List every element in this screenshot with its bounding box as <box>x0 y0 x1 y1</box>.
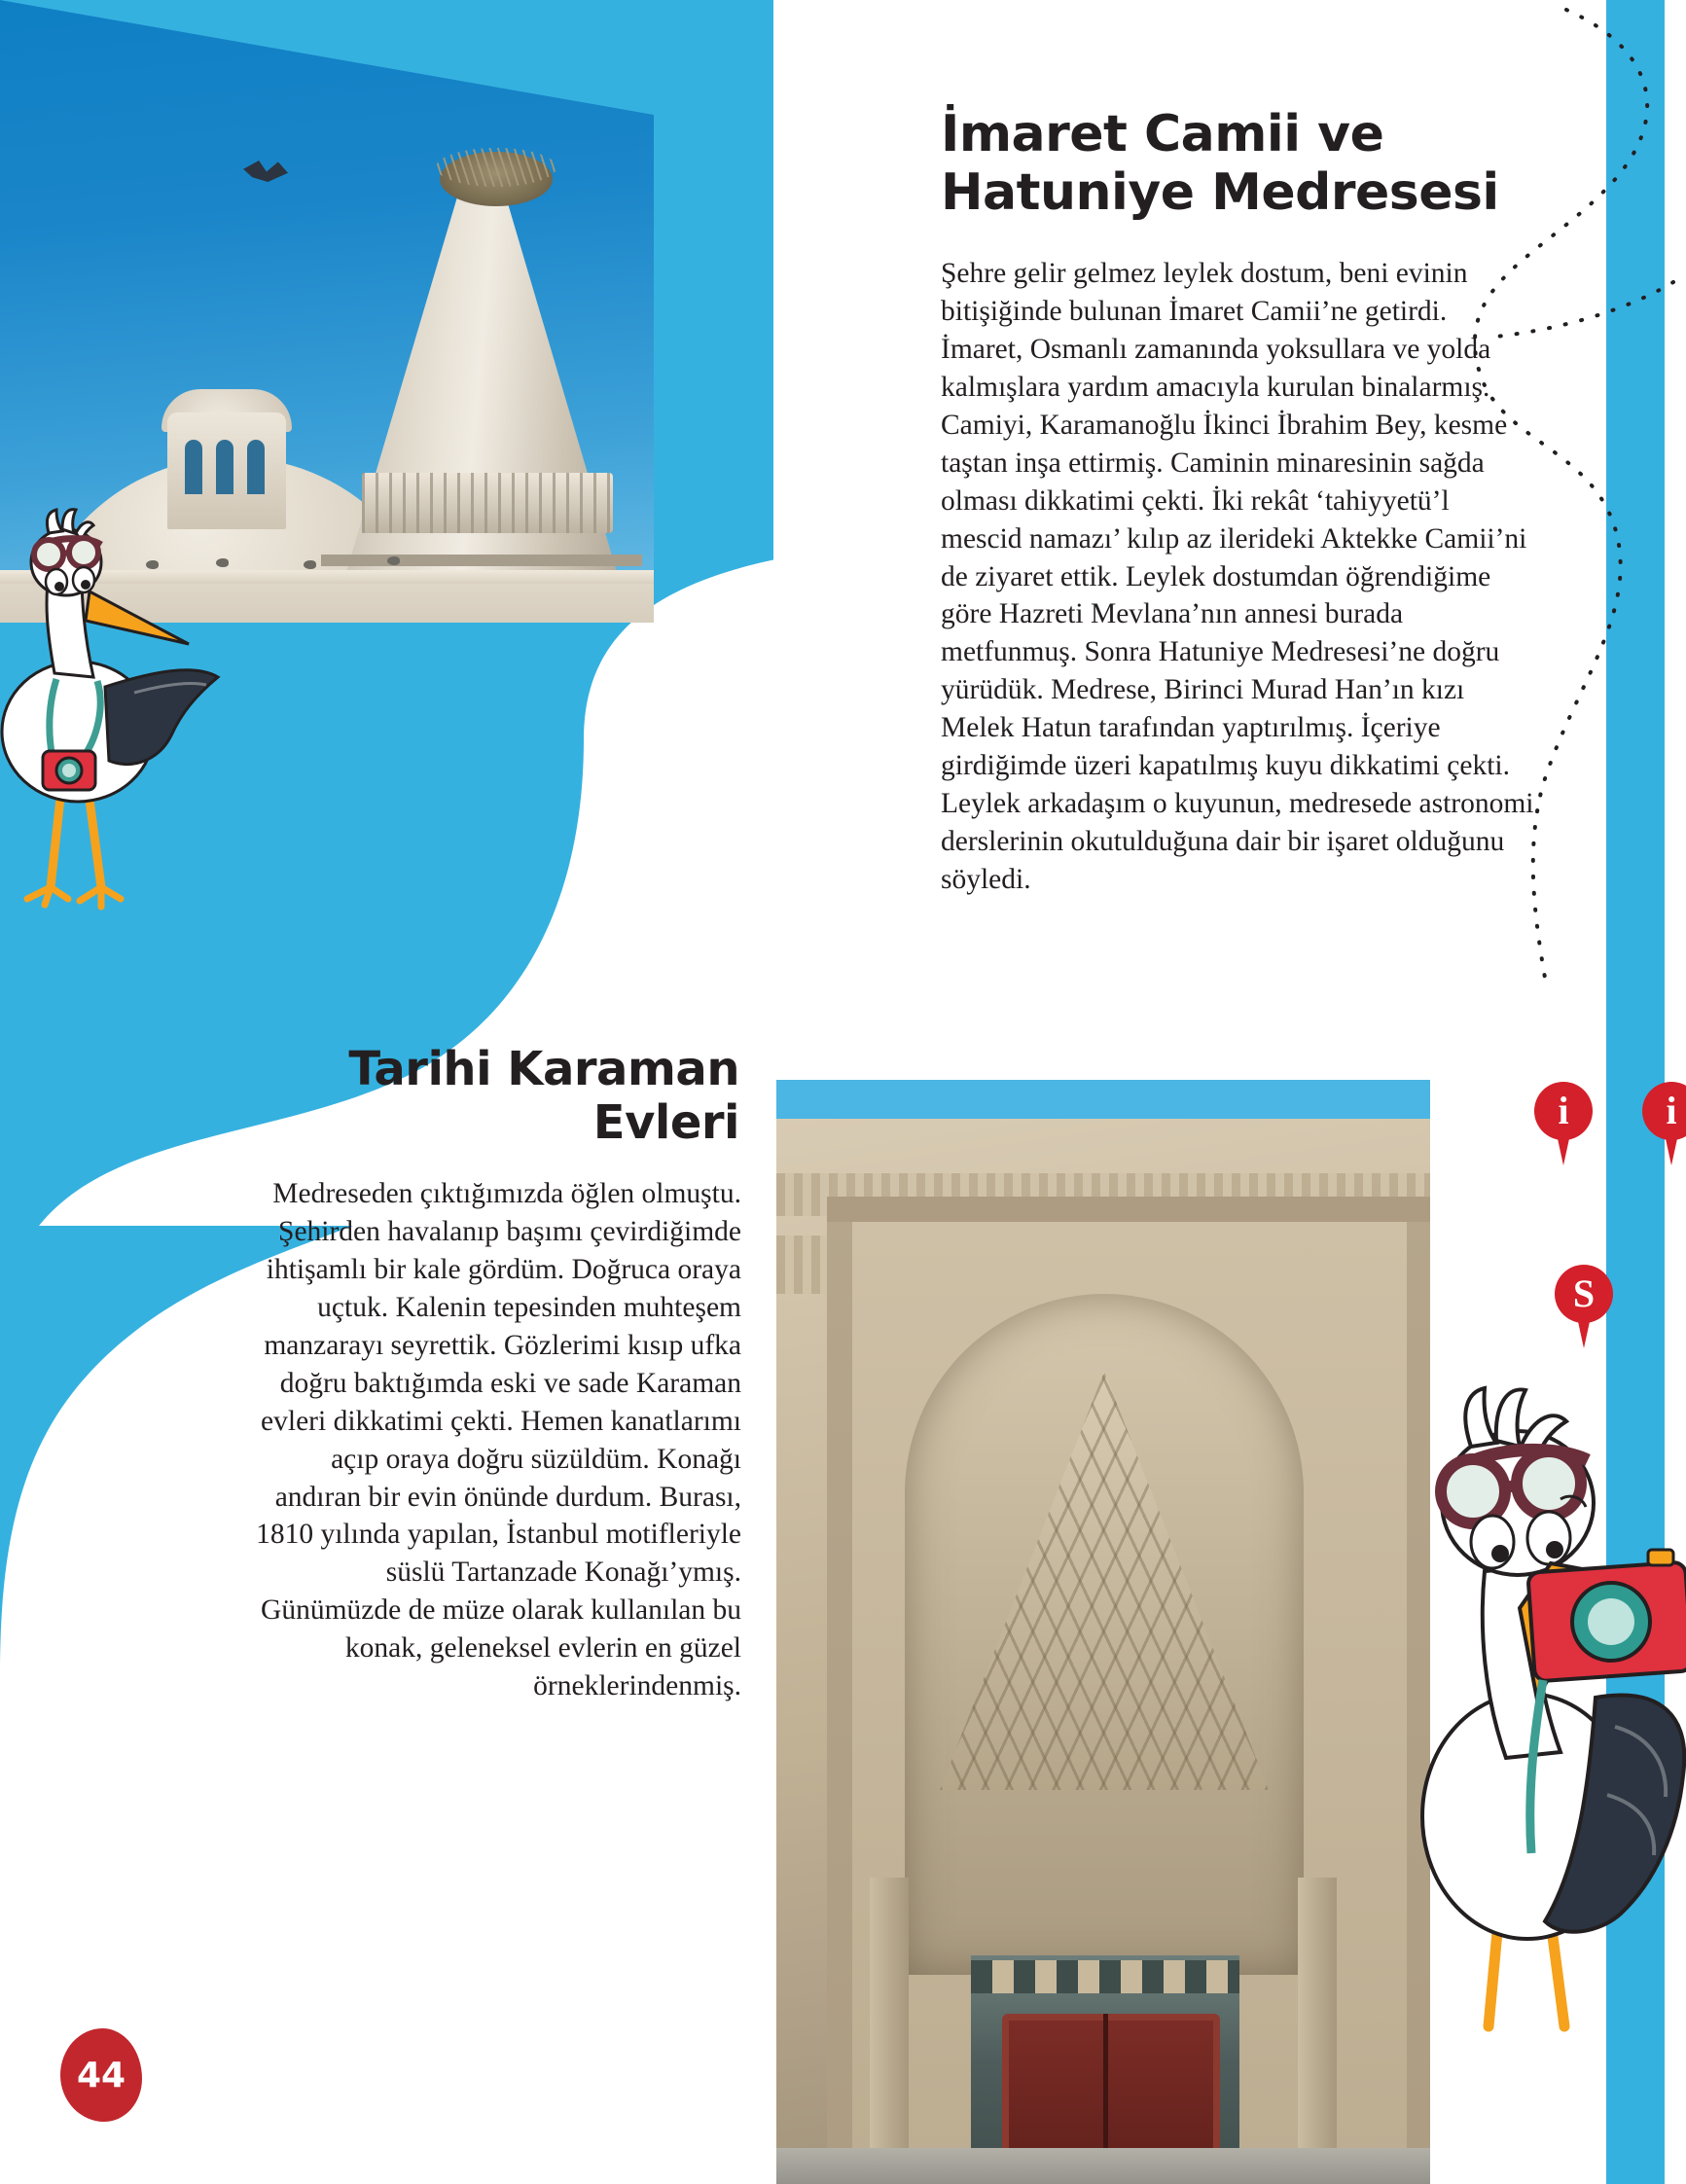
photo-pigeon <box>146 560 159 569</box>
photo-lantern-window <box>216 440 233 494</box>
section-1-title-line-1: İmaret Camii ve <box>941 105 1384 163</box>
s-icon: S <box>1572 1271 1596 1315</box>
photo-karaman-portal <box>776 1080 1430 2184</box>
photo-pigeon <box>216 558 229 567</box>
photo-minaret-balcony-rail <box>362 473 613 533</box>
photo-pigeon <box>387 556 400 565</box>
section-1-title <box>941 105 1525 223</box>
photo-column <box>870 1878 909 2184</box>
photo-ground <box>776 2148 1430 2184</box>
section-2-body: Medreseden çıktığımızda öğlen olmuştu. Şehirden havalanıp başımı çevirdiğimde ihtişamlı bir kale gördüm. Doğruca oraya uçtuk. Kalenin tepesinden muhteşem manzarayı seyrettik. Gözlerimi kısıp ufka doğru baktığımda eski ve sade Karaman evleri dikkatimi çekti. Hemen kanatlarımı açıp oraya doğru süzüldüm. Konağı andıran bir evin önünde durdum. Burası, 1810 yılında yapılan, İstanbul motifleriyle süslü Tartanzade Konağı’ymış. Günümüzde de müze olarak kullanılan bu konak, geleneksel evlerin en güzel örneklerindenmiş. <box>256 1178 741 1702</box>
section-2-title-line-2: Evleri <box>592 1094 739 1150</box>
info-icon: i <box>1558 1089 1569 1132</box>
photo-column <box>1298 1878 1337 2184</box>
photo-stork-nest-twigs <box>436 148 556 187</box>
map-pin-right-edge[interactable] <box>1642 1082 1686 1165</box>
photo-checker-band <box>971 1960 1239 1993</box>
photo-lantern-window <box>185 440 202 494</box>
section-1-title-line-2: Hatuniye Medresesi <box>941 163 1499 223</box>
section-1-body: Şehre gelir gelmez leylek dostum, beni evinin bitişiğinde bulunan İmaret Camii’ne getirdi. İmaret, Osmanlı zamanında yoksullara ve yolda kalmışlara yardım amacıyla kurulan binalarmış. Camiyi, Karamanoğlu İkinci İbrahim Bey, kesme taştan inşa ettirmiş. Caminin minaresinin sağda olması dikkatimi çekti. İki rekât ‘tahiyyetü’l mescid namazı’ kılıp az ilerideki Aktekke Camii’ni de ziyaret ettik. Leylek dostumdan öğrendiğime göre Hazreti Mevlana’nın annesi burada metfunmuş. Sonra Hatuniye Medresesi’ne doğru yürüdük. Medrese, Birinci Murad Han’ın kızı Melek Hatun tarafından yaptırılmış. İçeriye girdiğimde üzeri kapatılmış kuyu dikkatimi çekti. Leylek arkadaşım o kuyunun, medresede astronomi derslerinin okutulduğuna dair bir işaret olduğunu söyledi. <box>941 258 1534 895</box>
page-number: 44 <box>76 2055 126 2095</box>
section-2-title <box>263 1043 739 1149</box>
page-number-badge <box>60 2028 142 2122</box>
photo-minaret-band <box>321 555 642 566</box>
photo-pigeon <box>304 560 316 569</box>
info-icon: i <box>1666 1089 1677 1132</box>
photo-lantern-window <box>247 440 265 494</box>
map-pin-info[interactable] <box>1534 1082 1593 1165</box>
map-pin-s[interactable] <box>1555 1265 1613 1348</box>
photo-wall <box>0 584 654 623</box>
section-2-title-line-1: Tarihi Karaman <box>348 1042 739 1096</box>
